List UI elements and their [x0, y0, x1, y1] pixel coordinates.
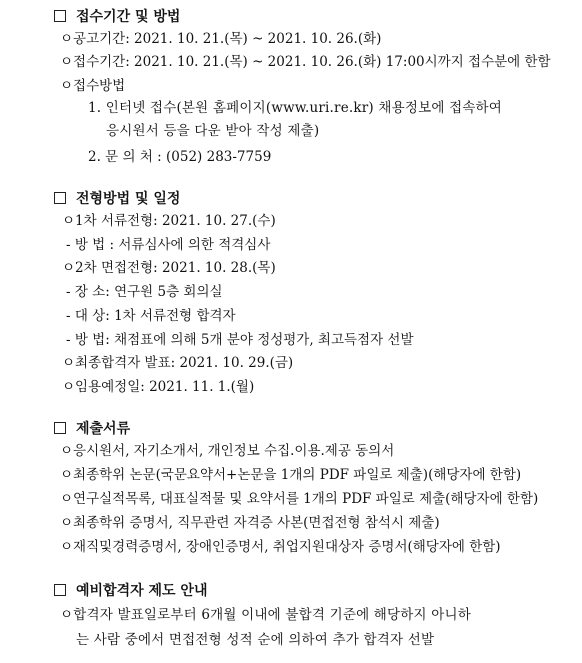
dash-line: - 방 법 : 서류심사에 의한 적격심사 [66, 237, 271, 253]
bullet-line: ㅇ최종학위 증명서, 직무관련 자격증 사본(면접전형 참석시 제출) [60, 515, 440, 531]
bullet-line: ㅇ재직및경력증명서, 장애인증명서, 취업지원대상자 증명서(해당자에 한함) [60, 539, 501, 555]
checkbox-square-icon [54, 584, 66, 596]
numbered-line: 2. 문 의 처 : (052) 283-7759 [88, 149, 272, 165]
section-heading-documents: 제출서류 [54, 420, 130, 438]
dash-line: - 대 상: 1차 서류전형 합격자 [66, 308, 236, 324]
dash-line: - 장 소: 연구원 5층 회의실 [66, 284, 223, 300]
bullet-line: ㅇ접수방법 [60, 78, 126, 94]
numbered-line-continuation: 응시원서 등을 다운 받아 작성 제출) [106, 123, 320, 139]
bullet-line: ㅇ최종학위 논문(국문요약서+논문을 1개의 PDF 파일로 제출)(해당자에 한함) [60, 467, 522, 483]
section-heading-reserve: 예비합격자 제도 안내 [54, 582, 207, 600]
checkbox-square-icon [54, 422, 66, 434]
bullet-line: ㅇ임용예정일: 2021. 11. 1.(월) [62, 379, 255, 395]
checkbox-square-icon [54, 10, 66, 22]
checkbox-square-icon [54, 192, 66, 204]
bullet-line: ㅇ접수기간: 2021. 10. 21.(목) ~ 2021. 10. 26.(화) 17:00시까지 접수분에 한함 [60, 54, 551, 70]
bullet-line: ㅇ최종합격자 발표: 2021. 10. 29.(금) [62, 355, 294, 371]
dash-line: - 방 법: 채점표에 의해 5개 분야 정성평가, 최고득점자 선발 [66, 332, 414, 348]
bullet-line-continuation: 는 사람 중에서 면접전형 성적 순에 의하여 추가 합격자 선발 [76, 632, 435, 648]
section-heading-application: 접수기간 및 방법 [54, 8, 180, 26]
bullet-line: ㅇ응시원서, 자기소개서, 개인정보 수집.이용.제공 동의서 [60, 443, 395, 459]
bullet-line: ㅇ공고기간: 2021. 10. 21.(목) ~ 2021. 10. 26.(화) [60, 31, 382, 47]
bullet-line: ㅇ연구실적목록, 대표실적물 및 요약서를 1개의 PDF 파일로 제출(해당자에 한함) [60, 491, 539, 507]
bullet-line: ㅇ합격자 발표일로부터 6개월 이내에 불합격 기준에 해당하지 아니하 [60, 607, 471, 623]
bullet-line: ㅇ1차 서류전형: 2021. 10. 27.(수) [62, 213, 276, 229]
section-heading-schedule: 전형방법 및 일정 [54, 190, 180, 208]
numbered-line: 1. 인터넷 접수(본원 홈페이지(www.uri.re.kr) 채용정보에 접속하여 [88, 100, 503, 116]
bullet-line: ㅇ2차 면접전형: 2021. 10. 28.(목) [62, 260, 276, 276]
